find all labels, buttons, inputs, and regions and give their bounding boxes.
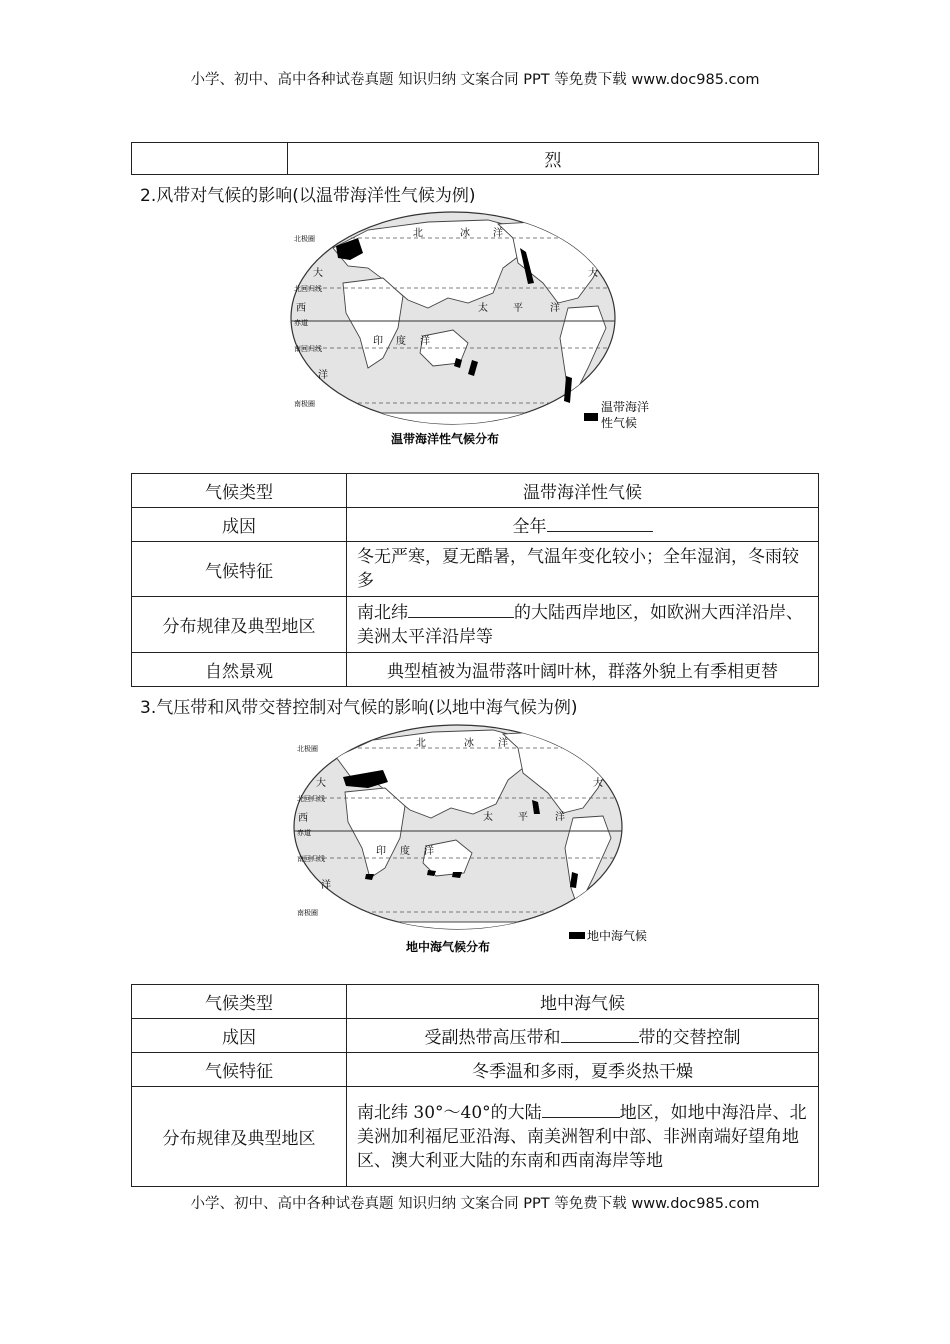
label-arctic-circle: 北极圈 <box>294 235 315 243</box>
row-label: 成因 <box>132 508 347 542</box>
row-label: 分布规律及典型地区 <box>132 597 347 653</box>
legend-label-1: 温带海洋 <box>601 400 650 414</box>
maritime-climate-map <box>288 208 658 457</box>
label-tropic-capricorn: 南回归线 <box>297 855 325 863</box>
row-label: 气候特征 <box>132 542 347 597</box>
mediterranean-climate-table <box>131 984 819 1187</box>
section3-title: 3.气压带和风带交替控制对气候的影响(以地中海气候为例) <box>140 698 578 718</box>
row-value: 典型植被为温带落叶阔叶林，群落外貌上有季相更替 <box>347 653 819 687</box>
label-equator: 赤道 <box>294 319 308 327</box>
label-tropic-capricorn: 南回归线 <box>294 345 322 353</box>
label-bei: 北 <box>416 738 426 749</box>
map-caption: 地中海气候分布 <box>406 940 491 954</box>
row-value: 受副热带高压带和 带的交替控制 <box>347 1019 819 1053</box>
label-da-left: 大 <box>313 268 323 279</box>
label-da-right: 大 <box>588 268 598 279</box>
mediterranean-climate-map <box>288 722 658 966</box>
label-du: 度 <box>400 846 410 857</box>
label-da-right: 大 <box>593 778 603 789</box>
label-ping: 平 <box>518 812 528 823</box>
map-caption: 温带海洋性气候分布 <box>391 432 500 446</box>
label-bing: 冰 <box>464 738 474 749</box>
fill-blank[interactable] <box>547 515 653 532</box>
label-tai: 太 <box>483 812 493 823</box>
label-yang3: 洋 <box>424 846 434 857</box>
row-label: 自然景观 <box>132 653 347 687</box>
label-arctic-circle: 北极圈 <box>297 745 318 753</box>
row-label: 气候特征 <box>132 1053 347 1087</box>
label-du: 度 <box>396 336 406 347</box>
row-label: 气候类型 <box>132 985 347 1019</box>
legend-swatch <box>584 413 598 421</box>
row-value: 全年 <box>347 508 819 542</box>
row-value: 地中海气候 <box>347 985 819 1019</box>
row-value: 冬无严寒，夏无酷暑，气温年变化较小；全年湿润，冬雨较多 <box>347 542 819 597</box>
label-tropic-cancer: 北回归线 <box>297 795 325 803</box>
label-yin: 印 <box>376 846 386 857</box>
label-bing: 冰 <box>460 228 470 239</box>
label-yin: 印 <box>373 336 383 347</box>
row-value: 南北纬 的大陆西岸地区，如欧洲大西洋沿岸、美洲太平洋沿岸等 <box>347 597 819 653</box>
row-value: 南北纬 30°～40°的大陆 地区，如地中海沿岸、北美洲加利福尼亚沿海、南美洲智利中部、非洲南端好望角地区、澳大利亚大陆的东南和西南海岸等地 <box>347 1087 819 1187</box>
label-tai: 太 <box>478 303 488 314</box>
label-xi: 西 <box>298 813 308 824</box>
legend-label: 地中海气候 <box>587 929 648 943</box>
section2-title: 2.风带对气候的影响(以温带海洋性气候为例) <box>140 186 476 206</box>
label-yang: 洋 <box>493 228 503 239</box>
label-yang2: 洋 <box>555 812 565 823</box>
label-ping: 平 <box>513 303 523 314</box>
fill-blank[interactable] <box>542 1101 620 1118</box>
fill-blank[interactable] <box>561 1026 639 1043</box>
legend-swatch <box>569 932 585 939</box>
page-footer: 小学、初中、高中各种试卷真题 知识归纳 文案合同 PPT 等免费下载 www.doc985.com <box>190 1196 760 1212</box>
top-table-right-cell: 烈 <box>288 143 819 175</box>
label-yang3: 洋 <box>420 336 430 347</box>
top-table-fragment <box>131 142 819 175</box>
label-yang2: 洋 <box>550 303 560 314</box>
row-label: 气候类型 <box>132 474 347 508</box>
row-label: 分布规律及典型地区 <box>132 1087 347 1187</box>
label-yang: 洋 <box>498 738 508 749</box>
label-equator: 赤道 <box>297 829 311 837</box>
label-yang4: 洋 <box>318 370 328 381</box>
label-antarctic-circle: 南极圈 <box>294 400 315 408</box>
label-antarctic-circle: 南极圈 <box>297 909 318 917</box>
row-value: 冬季温和多雨，夏季炎热干燥 <box>347 1053 819 1087</box>
label-tropic-cancer: 北回归线 <box>294 285 322 293</box>
maritime-climate-table <box>131 473 819 687</box>
label-da-left: 大 <box>316 778 326 789</box>
label-yang4: 洋 <box>321 880 331 891</box>
row-value: 温带海洋性气候 <box>347 474 819 508</box>
page-header: 小学、初中、高中各种试卷真题 知识归纳 文案合同 PPT 等免费下载 www.doc985.com <box>190 72 760 88</box>
label-bei: 北 <box>413 228 423 239</box>
label-xi: 西 <box>296 303 306 314</box>
legend-label-2: 性气候 <box>601 416 638 430</box>
top-table-left-cell <box>132 143 288 175</box>
fill-blank[interactable] <box>408 601 514 618</box>
row-label: 成因 <box>132 1019 347 1053</box>
